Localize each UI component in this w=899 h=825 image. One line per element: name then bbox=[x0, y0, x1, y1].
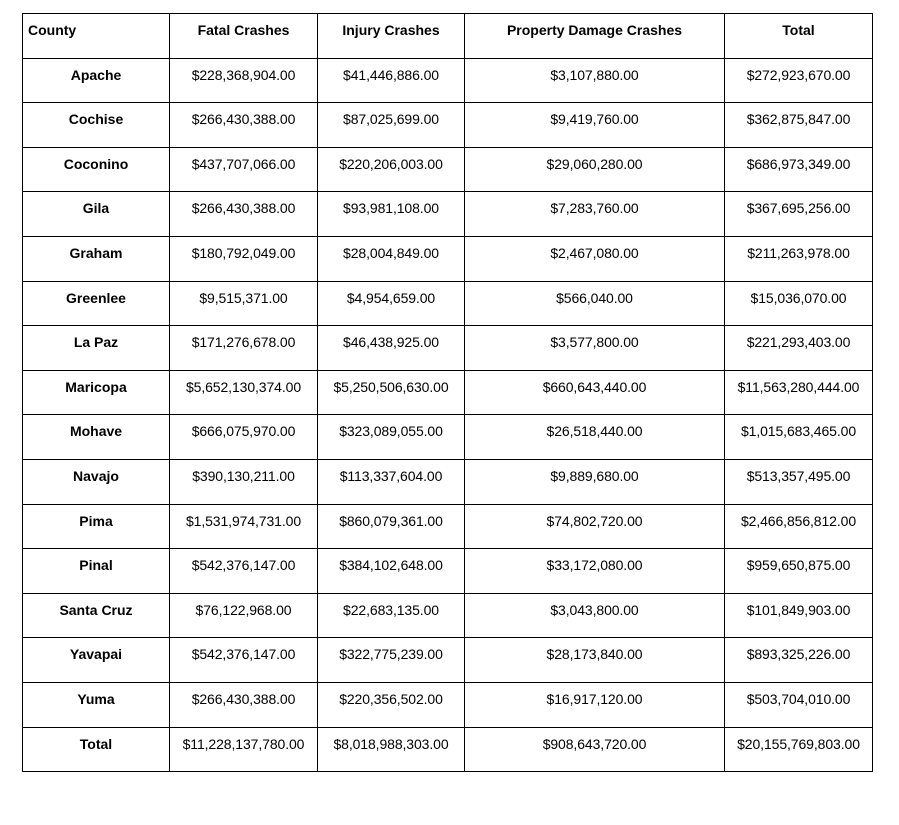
cell-fatal-crashes: $266,430,388.00 bbox=[170, 682, 318, 727]
cell-property-damage-crashes: $3,043,800.00 bbox=[465, 593, 725, 638]
cell-property-damage-crashes: $29,060,280.00 bbox=[465, 147, 725, 192]
cell-fatal-crashes: $228,368,904.00 bbox=[170, 58, 318, 103]
table-body bbox=[23, 58, 873, 772]
cell-injury-crashes: $93,981,108.00 bbox=[318, 192, 465, 237]
cell-total: $959,650,875.00 bbox=[725, 549, 873, 594]
cell-total: $893,325,226.00 bbox=[725, 638, 873, 683]
cell-total: $513,357,495.00 bbox=[725, 459, 873, 504]
cell-county: Santa Cruz bbox=[23, 593, 170, 638]
cell-total: $15,036,070.00 bbox=[725, 281, 873, 326]
cell-property-damage-crashes: $9,419,760.00 bbox=[465, 103, 725, 148]
cell-injury-crashes: $5,250,506,630.00 bbox=[318, 370, 465, 415]
cell-county: Pima bbox=[23, 504, 170, 549]
cell-total: $362,875,847.00 bbox=[725, 103, 873, 148]
cell-fatal-crashes: $180,792,049.00 bbox=[170, 236, 318, 281]
cell-injury-crashes: $4,954,659.00 bbox=[318, 281, 465, 326]
cell-property-damage-crashes: $74,802,720.00 bbox=[465, 504, 725, 549]
table-row bbox=[23, 727, 873, 772]
cell-property-damage-crashes: $7,283,760.00 bbox=[465, 192, 725, 237]
cell-total: $2,466,856,812.00 bbox=[725, 504, 873, 549]
cell-fatal-crashes: $266,430,388.00 bbox=[170, 192, 318, 237]
cell-property-damage-crashes: $3,577,800.00 bbox=[465, 326, 725, 371]
table-row bbox=[23, 192, 873, 237]
cell-property-damage-crashes: $33,172,080.00 bbox=[465, 549, 725, 594]
cell-county: Total bbox=[23, 727, 170, 772]
cell-injury-crashes: $41,446,886.00 bbox=[318, 58, 465, 103]
cell-injury-crashes: $87,025,699.00 bbox=[318, 103, 465, 148]
cell-total: $503,704,010.00 bbox=[725, 682, 873, 727]
cell-fatal-crashes: $666,075,970.00 bbox=[170, 415, 318, 460]
cell-total: $101,849,903.00 bbox=[725, 593, 873, 638]
cell-county: Yuma bbox=[23, 682, 170, 727]
table-row bbox=[23, 58, 873, 103]
cell-injury-crashes: $28,004,849.00 bbox=[318, 236, 465, 281]
table-row bbox=[23, 459, 873, 504]
table-row bbox=[23, 103, 873, 148]
cell-fatal-crashes: $5,652,130,374.00 bbox=[170, 370, 318, 415]
table-row bbox=[23, 236, 873, 281]
cell-total: $1,015,683,465.00 bbox=[725, 415, 873, 460]
cell-property-damage-crashes: $3,107,880.00 bbox=[465, 58, 725, 103]
cell-fatal-crashes: $9,515,371.00 bbox=[170, 281, 318, 326]
header-county: County bbox=[23, 14, 170, 59]
cell-fatal-crashes: $171,276,678.00 bbox=[170, 326, 318, 371]
header-total: Total bbox=[725, 14, 873, 59]
cell-injury-crashes: $46,438,925.00 bbox=[318, 326, 465, 371]
cell-fatal-crashes: $542,376,147.00 bbox=[170, 638, 318, 683]
table-row bbox=[23, 415, 873, 460]
cell-total: $211,263,978.00 bbox=[725, 236, 873, 281]
cell-county: Cochise bbox=[23, 103, 170, 148]
cell-injury-crashes: $323,089,055.00 bbox=[318, 415, 465, 460]
cell-county: Greenlee bbox=[23, 281, 170, 326]
cell-county: Mohave bbox=[23, 415, 170, 460]
table-row bbox=[23, 593, 873, 638]
cell-injury-crashes: $220,356,502.00 bbox=[318, 682, 465, 727]
table-row bbox=[23, 549, 873, 594]
cell-total: $20,155,769,803.00 bbox=[725, 727, 873, 772]
cell-county: Coconino bbox=[23, 147, 170, 192]
cell-county: La Paz bbox=[23, 326, 170, 371]
cell-property-damage-crashes: $16,917,120.00 bbox=[465, 682, 725, 727]
cell-fatal-crashes: $11,228,137,780.00 bbox=[170, 727, 318, 772]
cell-county: Graham bbox=[23, 236, 170, 281]
cell-county: Navajo bbox=[23, 459, 170, 504]
cell-property-damage-crashes: $566,040.00 bbox=[465, 281, 725, 326]
table-header bbox=[23, 14, 873, 59]
cell-fatal-crashes: $266,430,388.00 bbox=[170, 103, 318, 148]
cell-property-damage-crashes: $660,643,440.00 bbox=[465, 370, 725, 415]
crash-cost-table bbox=[22, 13, 873, 772]
header-row bbox=[23, 14, 873, 59]
table-row bbox=[23, 147, 873, 192]
cell-county: Yavapai bbox=[23, 638, 170, 683]
header-property-damage-crashes: Property Damage Crashes bbox=[465, 14, 725, 59]
cell-property-damage-crashes: $28,173,840.00 bbox=[465, 638, 725, 683]
cell-total: $221,293,403.00 bbox=[725, 326, 873, 371]
cell-total: $367,695,256.00 bbox=[725, 192, 873, 237]
cell-county: Gila bbox=[23, 192, 170, 237]
cell-total: $686,973,349.00 bbox=[725, 147, 873, 192]
table-row bbox=[23, 682, 873, 727]
cell-county: Apache bbox=[23, 58, 170, 103]
table-row bbox=[23, 370, 873, 415]
cell-total: $11,563,280,444.00 bbox=[725, 370, 873, 415]
cell-fatal-crashes: $390,130,211.00 bbox=[170, 459, 318, 504]
cell-property-damage-crashes: $2,467,080.00 bbox=[465, 236, 725, 281]
table-row bbox=[23, 326, 873, 371]
cell-county: Maricopa bbox=[23, 370, 170, 415]
cell-fatal-crashes: $542,376,147.00 bbox=[170, 549, 318, 594]
cell-county: Pinal bbox=[23, 549, 170, 594]
cell-fatal-crashes: $437,707,066.00 bbox=[170, 147, 318, 192]
header-fatal-crashes: Fatal Crashes bbox=[170, 14, 318, 59]
table-row bbox=[23, 281, 873, 326]
cell-injury-crashes: $322,775,239.00 bbox=[318, 638, 465, 683]
cell-injury-crashes: $22,683,135.00 bbox=[318, 593, 465, 638]
cell-injury-crashes: $220,206,003.00 bbox=[318, 147, 465, 192]
cell-fatal-crashes: $1,531,974,731.00 bbox=[170, 504, 318, 549]
cell-injury-crashes: $113,337,604.00 bbox=[318, 459, 465, 504]
cell-injury-crashes: $860,079,361.00 bbox=[318, 504, 465, 549]
cell-property-damage-crashes: $908,643,720.00 bbox=[465, 727, 725, 772]
cell-property-damage-crashes: $26,518,440.00 bbox=[465, 415, 725, 460]
cell-injury-crashes: $8,018,988,303.00 bbox=[318, 727, 465, 772]
table-row bbox=[23, 504, 873, 549]
cell-property-damage-crashes: $9,889,680.00 bbox=[465, 459, 725, 504]
cell-fatal-crashes: $76,122,968.00 bbox=[170, 593, 318, 638]
table-row bbox=[23, 638, 873, 683]
cell-injury-crashes: $384,102,648.00 bbox=[318, 549, 465, 594]
header-injury-crashes: Injury Crashes bbox=[318, 14, 465, 59]
cell-total: $272,923,670.00 bbox=[725, 58, 873, 103]
